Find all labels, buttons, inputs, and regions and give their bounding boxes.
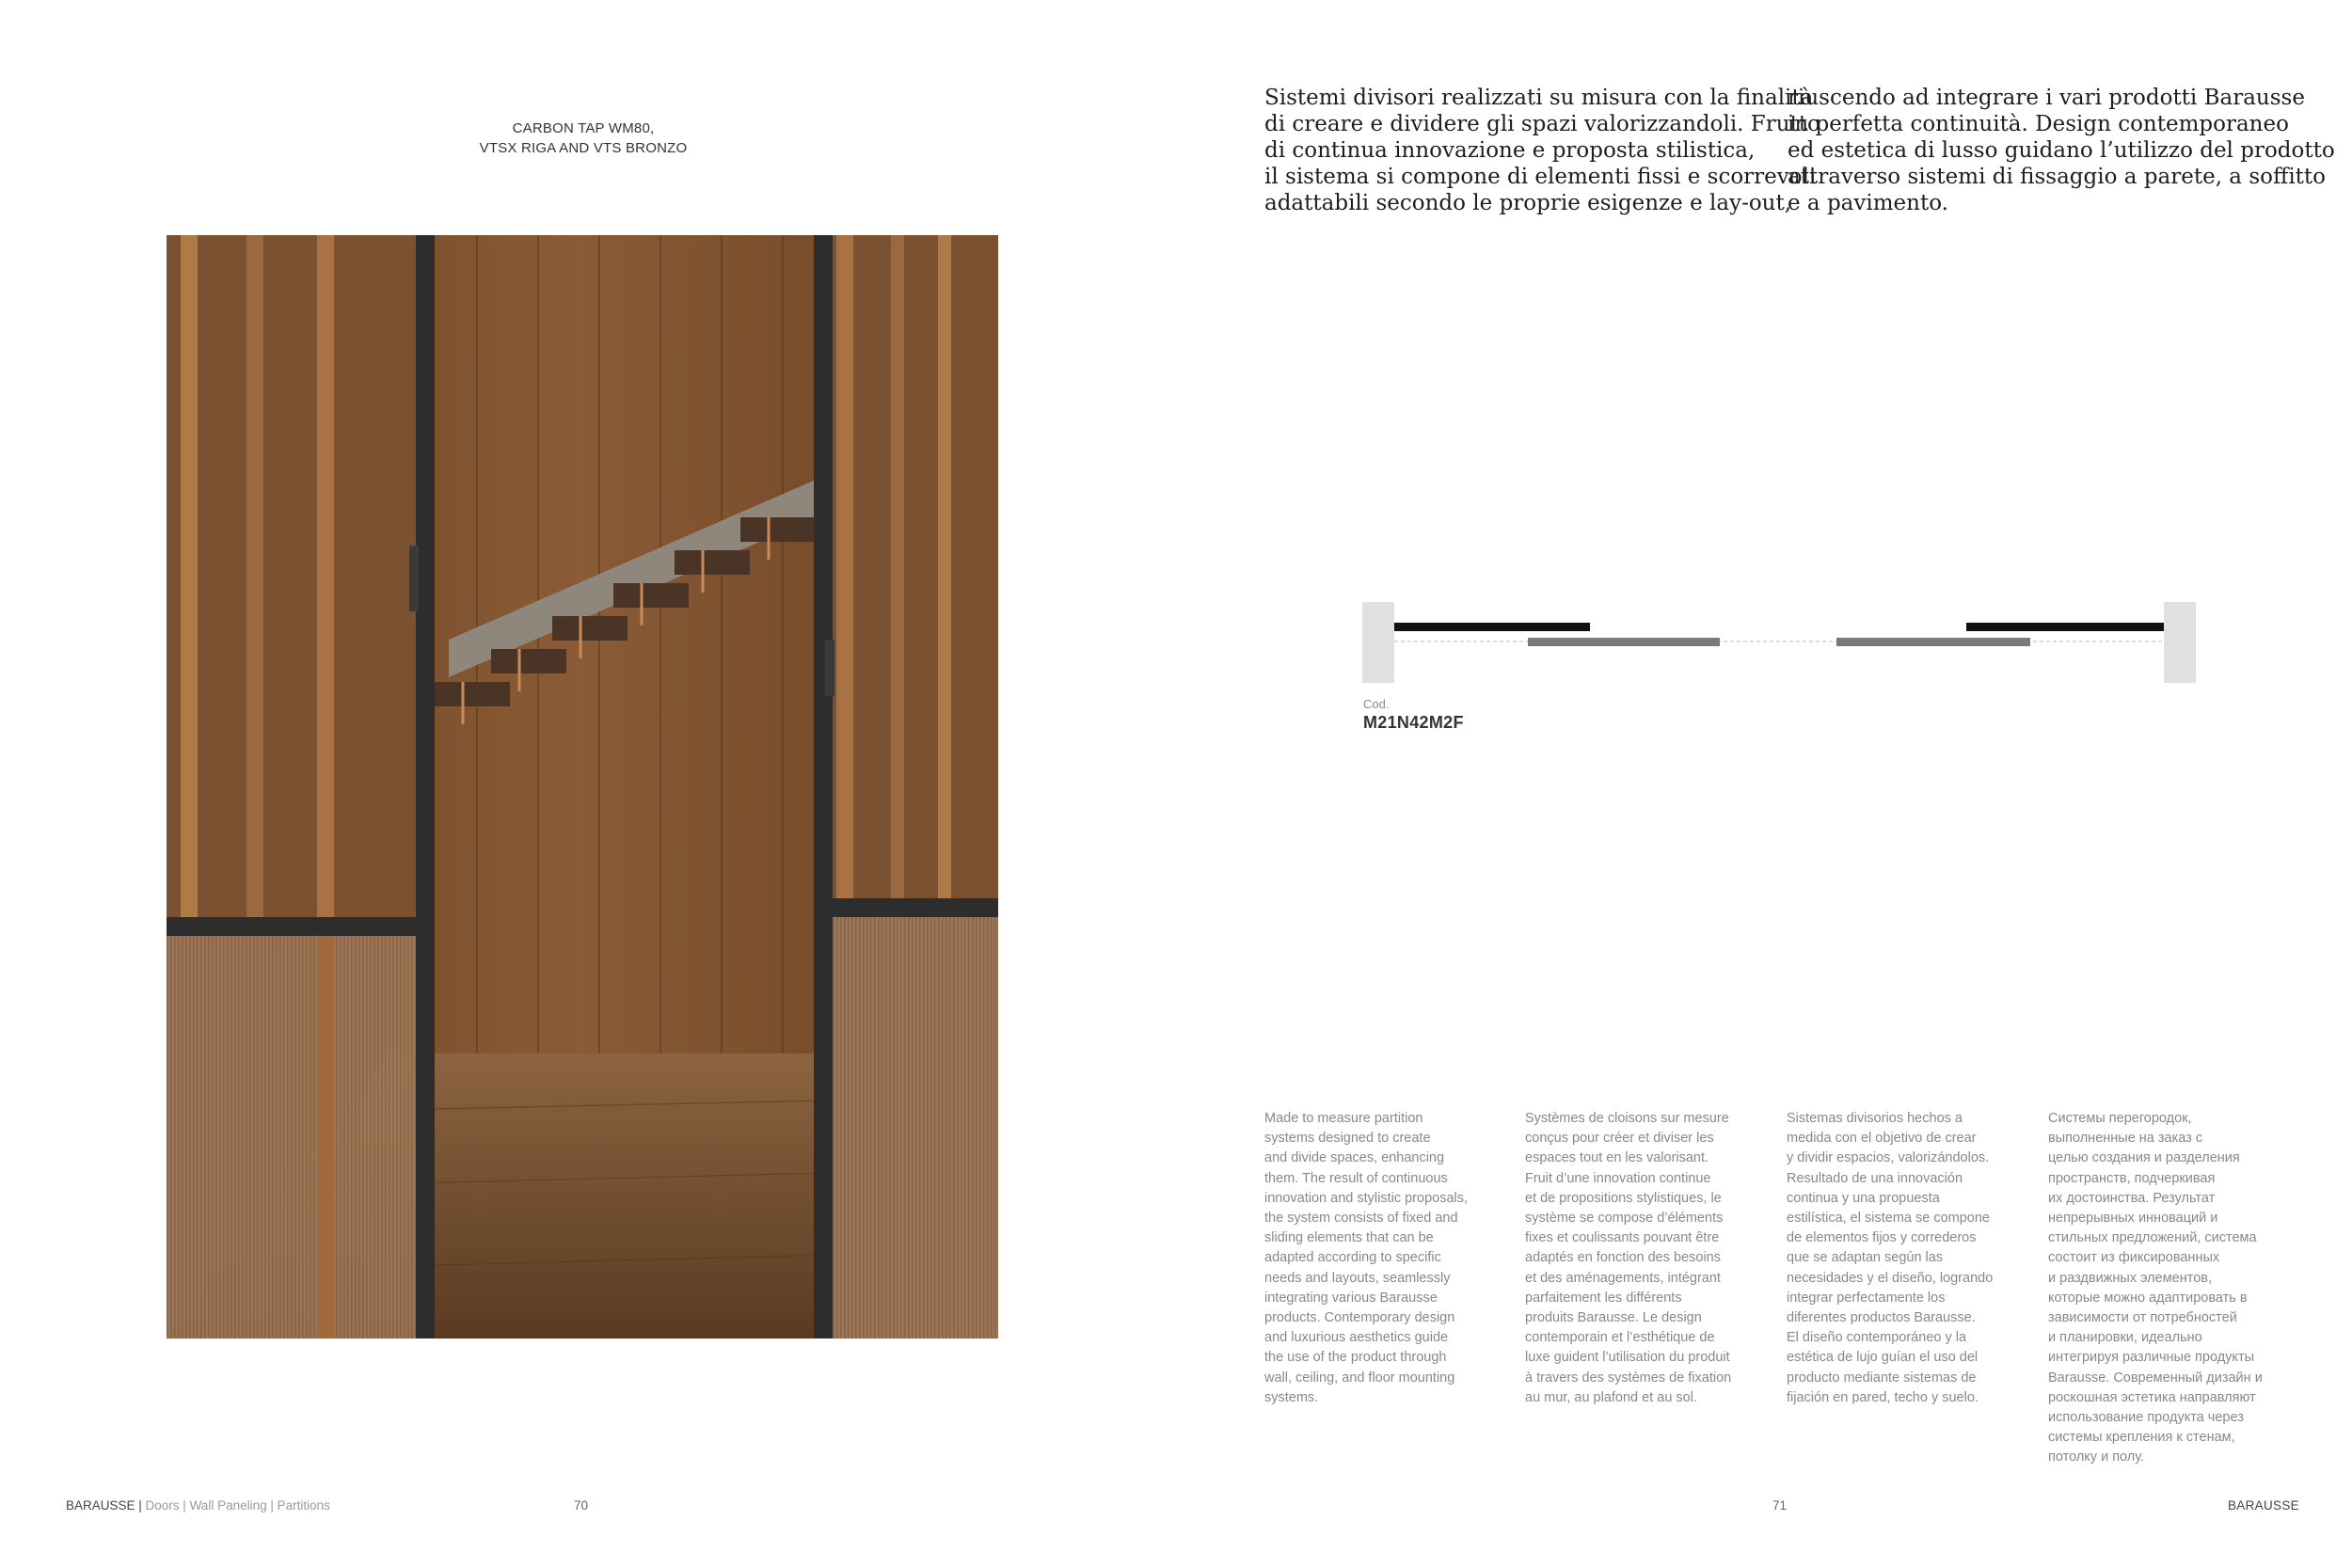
text-column-french — [1525, 1109, 1779, 1408]
intro-line: Sistemi divisori realizzati su misura con la finalità — [1264, 86, 1814, 110]
text-line: adapted according to specific — [1264, 1250, 1441, 1266]
wall-right — [2164, 602, 2196, 683]
intro-line: adattabili secondo le proprie esigenze e lay-out, — [1264, 191, 1792, 215]
footer-separator: | — [135, 1498, 146, 1513]
text-line: produits Barausse. Le design — [1525, 1310, 1702, 1326]
intro-line: ed estetica di lusso guidano l’utilizzo del prodotto — [1788, 138, 2335, 163]
caption-line: CARBON TAP WM80, — [512, 120, 655, 136]
text-line: au mur, au plafond et au sol. — [1525, 1389, 1697, 1405]
room-photo-icon — [167, 235, 998, 1338]
footer-brand: BARAUSSE — [66, 1498, 135, 1513]
text-line: sliding elements that can be — [1264, 1230, 1434, 1246]
partition-plan-diagram — [1362, 598, 2196, 685]
text-line: системы крепления к стенам, — [2048, 1430, 2235, 1446]
text-line: пространств, подчеркивая — [2048, 1170, 2216, 1186]
text-line: El diseño contemporáneo y la — [1787, 1330, 1967, 1346]
caption-line: VTSX RIGA AND VTS BRONZO — [479, 140, 688, 156]
text-line: Sistemas divisorios hechos a — [1787, 1111, 1963, 1126]
sliding-panel-left — [1528, 638, 1720, 646]
text-line: the use of the product through — [1264, 1350, 1447, 1366]
text-column-english — [1264, 1109, 1518, 1408]
wall-left — [1362, 602, 1394, 683]
fixed-panel-left — [1394, 623, 1590, 631]
text-line: à travers des systèmes de fixation — [1525, 1370, 1732, 1386]
text-line: contemporain et l’esthétique de — [1525, 1330, 1715, 1346]
text-line: выполненные на заказ с — [2048, 1131, 2203, 1147]
text-line: products. Contemporary design — [1264, 1310, 1455, 1326]
intro-line: riuscendo ad integrare i vari prodotti Barausse — [1788, 86, 2305, 110]
text-line: them. The result of continuous — [1264, 1170, 1448, 1186]
text-line: adaptés en fonction des besoins — [1525, 1250, 1721, 1266]
intro-line: di continua innovazione e proposta stilistica, — [1264, 138, 1756, 163]
text-line: Resultado de una innovación — [1787, 1170, 1963, 1186]
page-number-right: 71 — [1772, 1498, 1788, 1513]
text-line: diferentes productos Barausse. — [1787, 1310, 1976, 1326]
text-line: Made to measure partition — [1264, 1111, 1423, 1126]
text-line: их достоинства. Результат — [2048, 1190, 2216, 1206]
text-line: systems. — [1264, 1389, 1319, 1405]
text-column-spanish — [1787, 1109, 2041, 1408]
photo-caption — [395, 119, 771, 158]
text-line: которые можно адаптировать в — [2048, 1290, 2248, 1306]
text-line: parfaitement les différents — [1525, 1290, 1682, 1306]
footer-sections: Doors | Wall Paneling | Partitions — [145, 1498, 330, 1513]
text-line: luxe guident l’utilisation du produit — [1525, 1350, 1730, 1366]
intro-line: attraverso sistemi di fissaggio a parete, a soffitto — [1788, 165, 2327, 189]
text-line: интегрируя различные продукты — [2048, 1350, 2255, 1366]
text-line: necesidades y el diseño, logrando — [1787, 1270, 1994, 1286]
text-line: стильных предложений, система — [2048, 1230, 2257, 1246]
intro-line: di creare e dividere gli spazi valorizzandoli. Frutto — [1264, 112, 1820, 136]
footer-brand-right: BARAUSSE — [2228, 1498, 2299, 1513]
text-line: producto mediante sistemas de — [1787, 1370, 1977, 1386]
text-line: и раздвижных элементов, — [2048, 1270, 2213, 1286]
room-photo — [167, 235, 998, 1338]
text-line: и планировки, идеально — [2048, 1330, 2202, 1346]
text-line: fijación en pared, techo y suelo. — [1787, 1389, 1979, 1405]
text-line: needs and layouts, seamlessly — [1264, 1270, 1451, 1286]
fixed-panel-right — [1966, 623, 2164, 631]
text-line: Fruit d’une innovation continue — [1525, 1170, 1711, 1186]
text-line: integrar perfectamente los — [1787, 1290, 1946, 1306]
code-label: Cod. — [1363, 697, 1390, 711]
text-line: the system consists of fixed and — [1264, 1211, 1458, 1227]
intro-text-right — [1788, 85, 2335, 216]
text-line: непрерывных инноваций и — [2048, 1211, 2218, 1227]
intro-text-left — [1264, 85, 1820, 216]
text-line: y dividir espacios, valorizándolos. — [1787, 1150, 1990, 1166]
text-line: systems designed to create — [1264, 1131, 1431, 1147]
text-line: использование продукта через — [2048, 1410, 2244, 1426]
text-line: Systèmes de cloisons sur mesure — [1525, 1111, 1729, 1126]
intro-line: e a pavimento. — [1788, 191, 1948, 215]
text-line: роскошная эстетика направляют — [2048, 1389, 2256, 1405]
text-line: состоит из фиксированных — [2048, 1250, 2220, 1266]
text-line: système se compose d’éléments — [1525, 1211, 1724, 1227]
intro-line: il sistema si compone di elementi fissi e scorrevoli — [1264, 165, 1817, 189]
text-line: fixes et coulissants pouvant être — [1525, 1230, 1720, 1246]
text-line: de elementos fijos y correderos — [1787, 1230, 1977, 1246]
text-line: зависимости от потребностей — [2048, 1310, 2237, 1326]
text-line: medida con el objetivo de crear — [1787, 1131, 1977, 1147]
sliding-panel-right — [1836, 638, 2030, 646]
text-line: Системы перегородок, — [2048, 1111, 2192, 1126]
text-line: integrating various Barausse — [1264, 1290, 1438, 1306]
text-line: потолку и полу. — [2048, 1449, 2145, 1465]
intro-line: in perfetta continuità. Design contemporaneo — [1788, 112, 2289, 136]
text-line: innovation and stylistic proposals, — [1264, 1190, 1469, 1206]
text-line: conçus pour créer et diviser les — [1525, 1131, 1714, 1147]
text-line: estética de lujo guían el uso del — [1787, 1350, 1979, 1366]
text-line: and divide spaces, enhancing — [1264, 1150, 1445, 1166]
text-line: espaces tout en les valorisant. — [1525, 1150, 1709, 1166]
text-line: et de propositions stylistiques, le — [1525, 1190, 1722, 1206]
text-line: estilística, el sistema se compone — [1787, 1211, 1990, 1227]
text-line: wall, ceiling, and floor mounting — [1264, 1370, 1455, 1386]
text-line: Barausse. Современный дизайн и — [2048, 1370, 2263, 1386]
footer-left — [66, 1498, 330, 1513]
page-number-left: 70 — [574, 1498, 589, 1513]
product-code: M21N42M2F — [1363, 713, 1464, 732]
text-column-russian — [2048, 1109, 2302, 1468]
text-line: целью создания и разделения — [2048, 1150, 2240, 1166]
text-line: et des aménagements, intégrant — [1525, 1270, 1721, 1286]
text-line: continua y una propuesta — [1787, 1190, 1940, 1206]
text-line: que se adaptan según las — [1787, 1250, 1944, 1266]
text-line: and luxurious aesthetics guide — [1264, 1330, 1449, 1346]
